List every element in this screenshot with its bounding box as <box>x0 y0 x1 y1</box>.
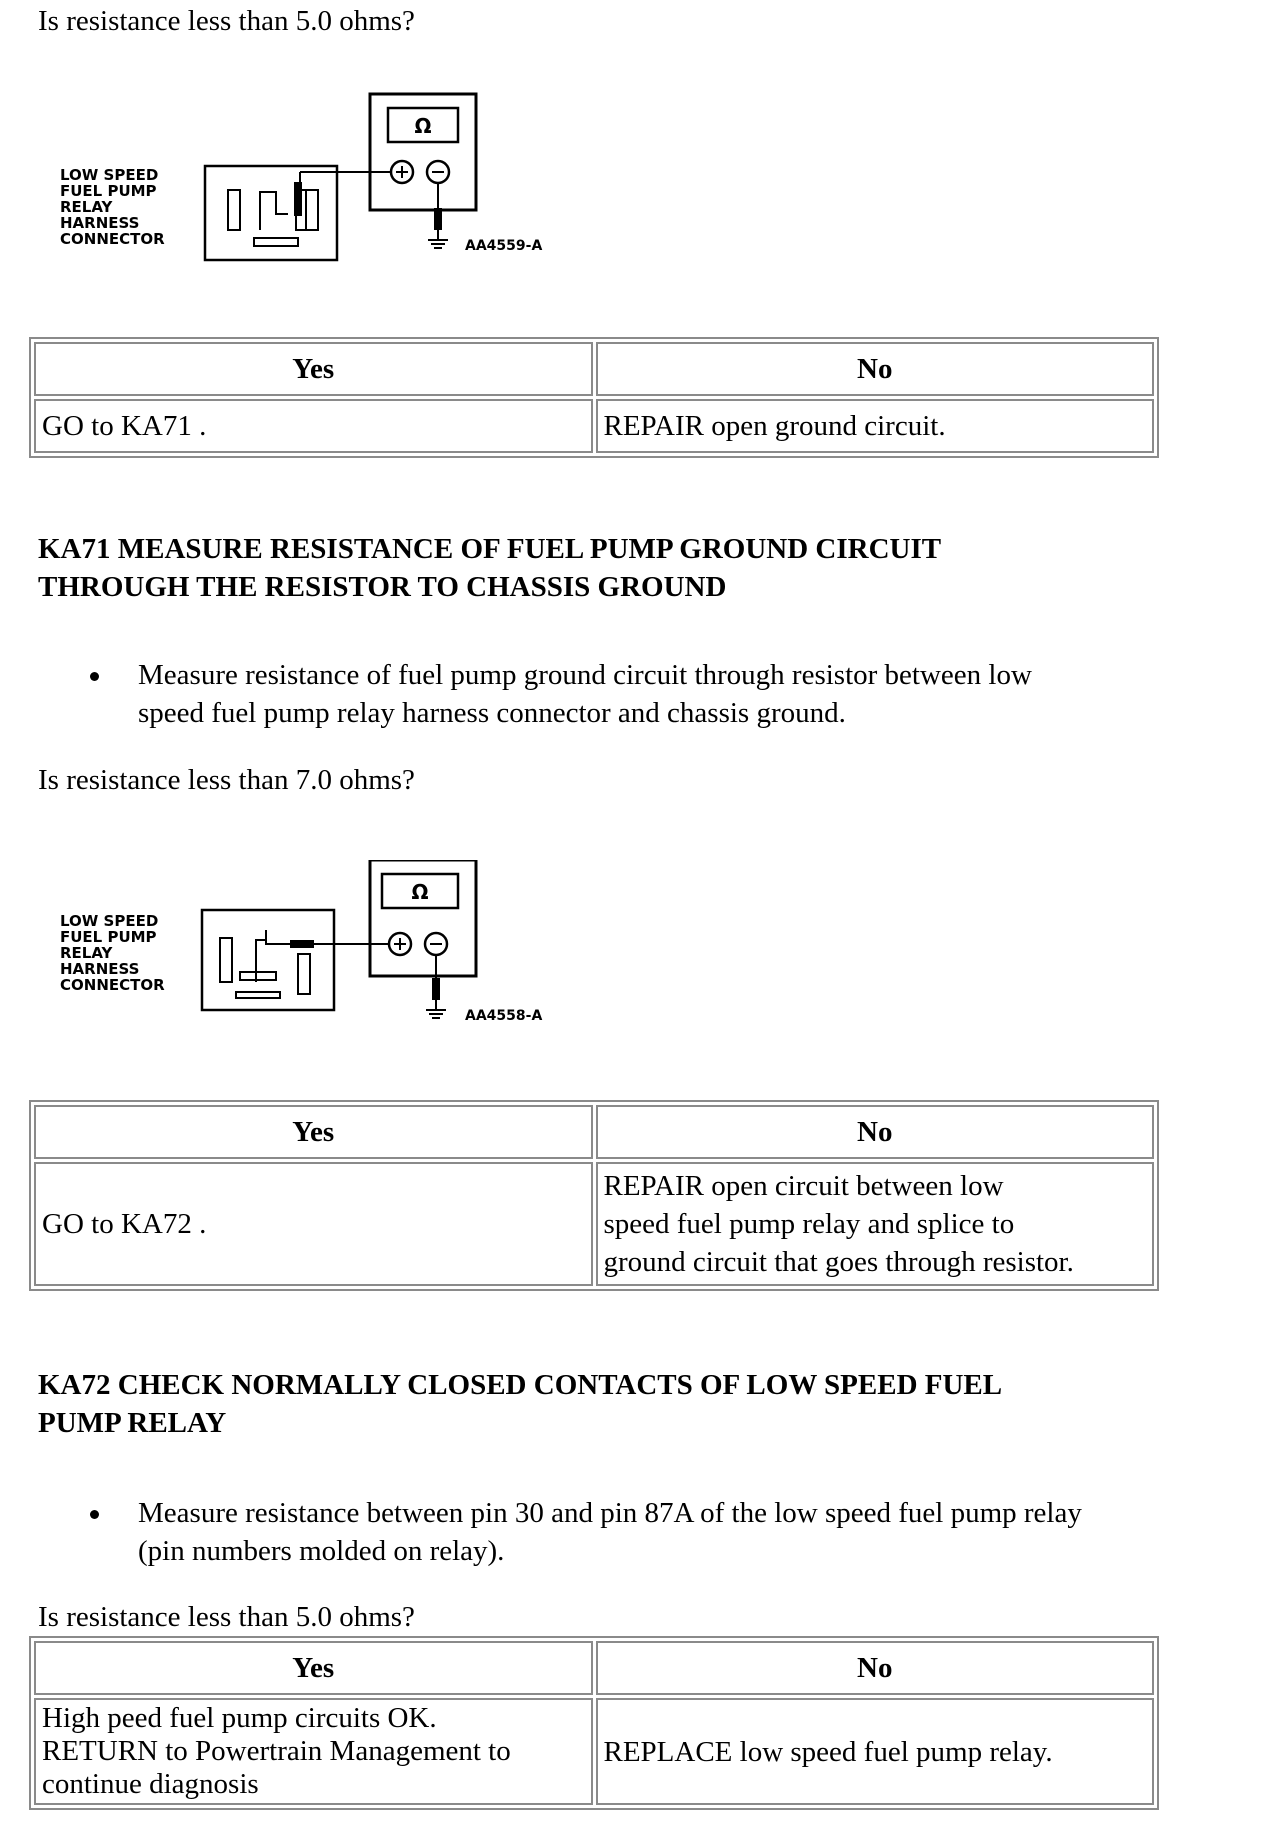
bullet-text-line: Measure resistance between pin 30 and pin 87A of the low speed fuel pump relay <box>138 1497 1082 1529</box>
section-heading-line: PUMP RELAY <box>38 1407 227 1439</box>
connector-label-line: FUEL PUMP <box>60 182 157 200</box>
no-header: No <box>596 1641 1155 1695</box>
yes-cell: GO to KA71 . <box>34 399 593 453</box>
no-header: No <box>596 342 1155 396</box>
yes-no-table <box>29 1636 1159 1810</box>
connector-label-line: RELAY <box>60 198 113 216</box>
no-cell-line: ground circuit that goes through resistor. <box>603 1246 1074 1278</box>
bullet-text-line: speed fuel pump relay harness connector and chassis ground. <box>138 697 846 729</box>
question-text: Is resistance less than 5.0 ohms? <box>38 5 415 37</box>
connector-label-line: FUEL PUMP <box>60 928 157 946</box>
yes-cell-line: continue diagnosis <box>42 1768 259 1800</box>
yes-cell-line: High peed fuel pump circuits OK. <box>42 1702 437 1734</box>
no-cell: REPAIR open ground circuit. <box>596 399 1155 453</box>
yes-no-table <box>29 337 1159 458</box>
bullet-text-line: (pin numbers molded on relay). <box>138 1535 505 1567</box>
yes-cell <box>34 1698 593 1805</box>
figure-code: AA4558-A <box>465 1008 543 1024</box>
no-cell: REPLACE low speed fuel pump relay. <box>596 1698 1155 1805</box>
yes-cell-line: RETURN to Powertrain Management to <box>42 1735 511 1767</box>
ohmmeter-diagram-2 <box>60 860 580 1060</box>
question-text: Is resistance less than 7.0 ohms? <box>38 764 415 796</box>
connector-label-line: CONNECTOR <box>60 230 165 248</box>
no-cell-line: REPAIR open circuit between low <box>603 1170 1004 1202</box>
section-heading-line: KA72 CHECK NORMALLY CLOSED CONTACTS OF LOW SPEED FUEL <box>38 1369 1003 1401</box>
yes-cell: GO to KA72 . <box>34 1162 593 1286</box>
figure-code: AA4559-A <box>465 238 543 254</box>
yes-no-table <box>29 1100 1159 1291</box>
bullet-text-line: Measure resistance of fuel pump ground circuit through resistor between low <box>138 659 1032 691</box>
connector-label-line: RELAY <box>60 944 113 962</box>
connector-label-line: HARNESS <box>60 214 140 232</box>
connector-label-line: HARNESS <box>60 960 140 978</box>
connector-label-line: CONNECTOR <box>60 976 165 994</box>
yes-header: Yes <box>34 1105 593 1159</box>
question-text: Is resistance less than 5.0 ohms? <box>38 1601 415 1633</box>
bullet-icon <box>90 672 99 681</box>
section-heading-line: KA71 MEASURE RESISTANCE OF FUEL PUMP GROUND CIRCUIT <box>38 533 942 565</box>
no-cell-line: speed fuel pump relay and splice to <box>603 1208 1015 1240</box>
yes-header: Yes <box>34 1641 593 1695</box>
no-header: No <box>596 1105 1155 1159</box>
ohmmeter-diagram-1 <box>60 90 580 290</box>
yes-header: Yes <box>34 342 593 396</box>
no-cell <box>596 1162 1155 1286</box>
ohm-symbol: Ω <box>414 114 432 138</box>
bullet-icon <box>90 1510 99 1519</box>
section-heading-line: THROUGH THE RESISTOR TO CHASSIS GROUND <box>38 571 727 603</box>
ohm-symbol: Ω <box>411 880 429 904</box>
connector-label-line: LOW SPEED <box>60 912 159 930</box>
connector-label-line: LOW SPEED <box>60 166 159 184</box>
